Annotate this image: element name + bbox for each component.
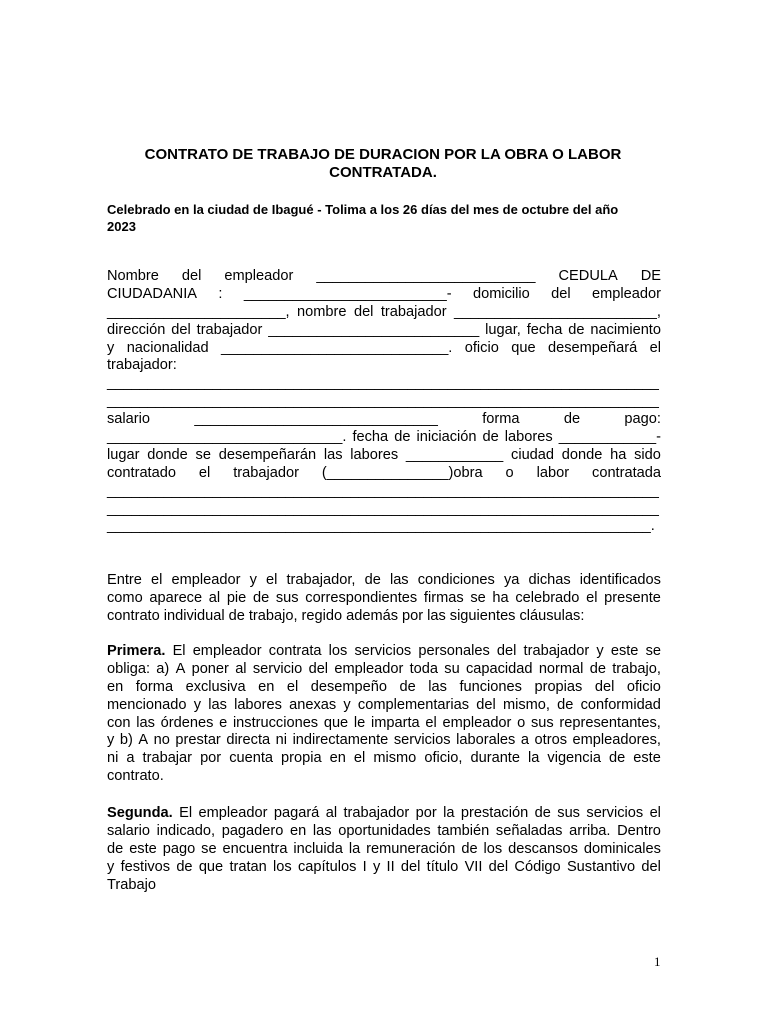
paragraph-word: las (427, 607, 446, 624)
form-word: las (323, 446, 343, 463)
paragraph-word: instrucciones (232, 714, 319, 731)
paragraph-word: durante (470, 750, 520, 767)
paragraph-word: que (198, 858, 224, 875)
paragraph-word: las (389, 572, 409, 588)
paragraph-word: además (346, 607, 399, 624)
form-word: CIUDADANIA (107, 285, 198, 302)
paragraph-word: del (400, 858, 421, 875)
paragraph-word: prestación (460, 805, 529, 821)
paragraph-line (107, 643, 661, 661)
paragraph-word: este (633, 750, 661, 767)
document-subtitle (107, 201, 667, 235)
paragraph-word: contrata (268, 643, 322, 659)
form-line (107, 357, 661, 375)
form-word: trabajador: (107, 357, 177, 374)
form-word: el (649, 339, 661, 356)
paragraph-word: sus (557, 805, 580, 821)
paragraph-word: b) (119, 732, 133, 749)
paragraph-word: funciones (459, 678, 522, 695)
form-word: Nombre (107, 268, 159, 284)
form-word: de (568, 321, 585, 338)
paragraph-word: empleadores, (572, 732, 661, 749)
paragraph-word: del (488, 858, 509, 875)
paragraph-word: el (266, 572, 278, 588)
title-line-2: CONTRATADA. (329, 164, 437, 181)
paragraph-word: obliga: (107, 660, 151, 677)
paragraph-word: y (343, 696, 351, 713)
clause-heading: Segunda. (107, 805, 173, 821)
paragraph-word: forma (135, 678, 174, 695)
clause-primera (107, 643, 661, 786)
paragraph-word: mismo, (502, 696, 550, 713)
paragraph-word: las (312, 822, 332, 839)
page-number: 1 (654, 954, 661, 969)
paragraph-word: las (136, 714, 155, 731)
clause-heading: Primera. (107, 643, 166, 659)
paragraph-word: identificados (579, 572, 661, 588)
paragraph-word: de (589, 660, 606, 677)
paragraph-word: cuenta (229, 750, 274, 767)
form-word: pago: (624, 411, 661, 428)
paragraph-word: la (443, 805, 455, 821)
paragraph-word: del (476, 696, 496, 713)
form-word: ____________ (405, 446, 504, 463)
paragraph-word: el (425, 714, 437, 731)
paragraph-word: pie (226, 589, 247, 606)
paragraph-word: en (258, 678, 275, 695)
paragraph-word: pagará (273, 805, 320, 821)
form-word: o (505, 464, 514, 481)
paragraph-word: o (517, 714, 526, 731)
paragraph-word: de (107, 840, 124, 857)
paragraph-word: indicado, (156, 822, 216, 839)
paragraph-word: encuentra (222, 840, 288, 857)
form-word: del (181, 268, 202, 284)
clause-segunda (107, 805, 661, 894)
paragraph-word: que (323, 714, 349, 731)
paragraph-line (107, 608, 661, 626)
paragraph-word: trabajo, (612, 660, 661, 677)
paragraph-word: condiciones (417, 572, 495, 588)
paragraph-word: del (308, 660, 329, 677)
paragraph-word: empleador (442, 714, 512, 731)
paragraph-word: no (153, 732, 170, 749)
form-word: ha (610, 446, 627, 463)
paragraph-word: los (273, 858, 292, 875)
paragraph-line (107, 877, 661, 895)
paragraph-word: contrato. (107, 768, 164, 785)
paragraph-word: con (107, 714, 131, 731)
paragraph-word: de (252, 589, 270, 606)
paragraph-word: de (534, 805, 551, 821)
form-word: sido (634, 446, 661, 463)
paragraph-line (107, 590, 661, 608)
paragraph-word: el (353, 750, 366, 767)
paragraph-word: anexas (289, 696, 337, 713)
paragraph-word: la (348, 840, 361, 857)
paragraph-word: trabajador, (286, 572, 356, 588)
paragraph-word: la (528, 750, 540, 767)
form-word: ____________________________________________________________________ (107, 500, 659, 517)
paragraph-word: pagadero (221, 822, 284, 839)
paragraph-word: servicio (252, 660, 303, 677)
form-line (107, 286, 661, 304)
paragraph-word: capítulos (297, 858, 357, 875)
paragraph-word: mencionado (107, 696, 187, 713)
paragraph-word: conformidad (580, 696, 661, 713)
paragraph-word: capacidad (465, 660, 533, 677)
form-word: labores (504, 429, 553, 446)
paragraph-word: del (641, 858, 661, 875)
paragraph-word: VII (464, 858, 483, 875)
paragraph-word: dichas (528, 572, 571, 588)
paragraph-line (107, 679, 661, 697)
form-word: fecha (352, 429, 389, 446)
paragraph-word: y (372, 858, 381, 875)
paragraph-word: A (138, 732, 149, 749)
paragraph-word: trabajo, (248, 607, 298, 624)
paragraph-word: por (415, 805, 437, 821)
paragraph-word: servicios (586, 805, 644, 821)
paragraph-word: empleador (334, 660, 404, 677)
form-word: nacimiento (590, 321, 661, 338)
form-word: donde (561, 446, 603, 463)
paragraph-word: y (249, 572, 257, 588)
paragraph-word: tratan (229, 858, 267, 875)
paragraph-word: las (428, 678, 447, 695)
form-word: de (563, 411, 581, 428)
form-word: labor (536, 464, 570, 481)
paragraph-word: ni (107, 750, 119, 767)
form-line (107, 375, 661, 393)
form-word: trabajador (233, 464, 299, 481)
paragraph-word: de (399, 678, 416, 695)
paragraph-word: del (496, 643, 517, 659)
paragraph-word: a (126, 750, 135, 767)
form-word: que (511, 339, 536, 356)
paragraph-word: ya (503, 572, 520, 588)
paragraph-word: complementarias (357, 696, 470, 713)
paragraph-word: salario (107, 822, 150, 839)
paragraph-word: labores (234, 696, 282, 713)
paragraph-word: festivos (120, 858, 171, 875)
paragraph-word: A (175, 660, 186, 677)
form-word: de (394, 429, 411, 446)
form-word: dirección (107, 321, 166, 338)
paragraph-word: dominicales (583, 840, 661, 857)
paragraph-word: I (362, 858, 367, 875)
paragraph-word: ni (275, 732, 288, 749)
subtitle-line-1: Celebrado en la ciudad de Ibagué - Tolima a los 26 días del mes de octubre del año (107, 202, 619, 217)
paragraph-word: se (201, 840, 217, 857)
paragraph-word: y (193, 696, 202, 713)
paragraph-word: oficio (626, 678, 661, 695)
paragraph-word: incluida (293, 840, 343, 857)
paragraph-word: el (586, 589, 598, 606)
form-word: (_______________)obra (321, 464, 483, 481)
paragraph-word: e (219, 714, 228, 731)
form-word: trabajador (196, 321, 263, 338)
form-word: iniciación (416, 429, 477, 446)
form-word: ____________________________. (221, 339, 453, 356)
form-word: __________________________ (268, 321, 480, 338)
paragraph-word: se (645, 643, 661, 659)
form-word: _________________________, (454, 303, 661, 320)
paragraph-word: propia (281, 750, 322, 767)
paragraph-word: sus (530, 714, 554, 731)
paragraph-word: de (364, 572, 381, 588)
form-word: nacionalidad (126, 339, 209, 356)
form-word: del (171, 321, 191, 338)
subtitle-line-2: 2023 (107, 219, 136, 234)
paragraph-word: en (329, 750, 346, 767)
paragraph-word: Dentro (617, 822, 661, 839)
paragraph-word: trabajador (343, 805, 410, 821)
form-word: ______________________________ (194, 411, 438, 428)
paragraph-word: presente (604, 589, 661, 606)
paragraph-word: el (151, 572, 163, 588)
paragraph-word: le (353, 714, 366, 731)
paragraph-word: y (596, 643, 604, 659)
paragraph-word: en (290, 822, 307, 839)
form-line (107, 447, 661, 465)
paragraph-word: desempeño (310, 678, 388, 695)
paragraph-word: servicios (354, 643, 412, 659)
paragraph-word: descansos (508, 840, 578, 857)
form-word: desempeñarán (218, 446, 317, 463)
paragraph-word: cláusulas: (519, 607, 585, 624)
paragraph-word: a (520, 732, 530, 749)
form-word: salario (107, 411, 150, 428)
form-word: contratado (107, 464, 176, 481)
paragraph-line (107, 750, 661, 768)
paragraph-word: de (176, 858, 193, 875)
paragraph-word: representantes, (559, 714, 661, 731)
paragraph-line (107, 572, 661, 590)
paragraph-word: oportunidades (338, 822, 431, 839)
paragraph-line (107, 768, 661, 786)
form-word: trabajador (380, 303, 447, 320)
paragraph-word: de (461, 840, 478, 857)
paragraph-word: vigencia (547, 750, 601, 767)
form-word: forma (482, 411, 520, 428)
paragraph-word: por (402, 607, 424, 624)
paragraph-word: título (426, 858, 459, 875)
paragraph-word: celebrado (515, 589, 580, 606)
paragraph-word: de (557, 696, 574, 713)
paragraph-word: trabajador (523, 643, 590, 659)
paragraph-word: ha (492, 589, 509, 606)
paragraph-word: contrato (107, 607, 160, 624)
form-line (107, 465, 661, 483)
paragraph-word: al (235, 660, 247, 677)
paragraph-word: los (483, 840, 503, 857)
paragraph-word: poner (191, 660, 229, 677)
paragraph-word: trabajar (142, 750, 193, 767)
form-word: ciudad (511, 446, 555, 463)
form-line (107, 393, 661, 411)
form-word: ___________________________________________________________________. (107, 518, 655, 535)
paragraph-word: a) (156, 660, 170, 677)
form-word: ___________________________ (316, 268, 536, 284)
paragraph-word: mismo (373, 750, 417, 767)
paragraph-word: al (325, 805, 338, 821)
form-line (107, 304, 661, 322)
paragraph-word: las (208, 696, 227, 713)
title-line-1: CONTRATO DE TRABAJO DE DURACION POR LA OBRA O LABOR (144, 146, 622, 163)
paragraph-word: siguientes (449, 607, 516, 624)
paragraph-line (107, 697, 661, 715)
paragraph-line (107, 732, 661, 750)
paragraph-word: el (649, 805, 661, 821)
form-word: ____________________________________________________________________ (107, 482, 659, 499)
paragraph-word: otros (534, 732, 567, 749)
form-line (107, 411, 661, 429)
form-word: desempeñará (547, 339, 638, 356)
paragraph-word: correspondientes (305, 589, 418, 606)
document-title (100, 146, 666, 182)
paragraph-word: en (107, 678, 124, 695)
paragraph-word: exclusiva (185, 678, 246, 695)
form-word: del (551, 285, 571, 302)
form-line (107, 429, 661, 447)
form-word: el (198, 464, 211, 481)
paragraph-word: pago (162, 840, 196, 857)
paragraph-word: empleador (192, 643, 262, 659)
paragraph-word: señaladas (495, 822, 563, 839)
paragraph-word: este (129, 840, 157, 857)
paragraph-word: Código (514, 858, 561, 875)
form-word: CEDULA (558, 268, 618, 284)
paragraph-word: los (328, 643, 348, 659)
form-word: DE (640, 268, 661, 284)
paragraph-word: servicios (393, 732, 451, 749)
paragraph-word: firmas (423, 589, 464, 606)
form-word: del (353, 303, 374, 320)
contract-form-fields (107, 268, 661, 536)
form-line (107, 501, 661, 519)
form-word: _________________________- (243, 285, 452, 302)
form-word: _____________________________. (107, 429, 347, 446)
paragraph-word: y (107, 858, 115, 875)
paragraph-word: toda (409, 660, 438, 677)
paragraph-word: por (200, 750, 222, 767)
form-word: domicilio (472, 285, 530, 302)
paragraph-word: Sustantivo (566, 858, 636, 875)
paragraph-word: El (179, 805, 193, 821)
form-word: se (195, 446, 211, 463)
form-word: de (482, 429, 499, 446)
paragraph-word: II (386, 858, 395, 875)
paragraph-word: este (610, 643, 639, 659)
paragraph-line (107, 823, 661, 841)
form-word: lugar (107, 446, 140, 463)
paragraph-word: como (107, 589, 143, 606)
form-word: : (218, 285, 223, 302)
form-word: donde (147, 446, 188, 463)
form-word: lugar, (485, 321, 521, 338)
paragraph-word: prestar (175, 732, 221, 749)
paragraph-line (107, 715, 661, 733)
form-word: fecha (526, 321, 563, 338)
paragraph-word: órdenes (160, 714, 214, 731)
paragraph-word: de (228, 607, 245, 624)
paragraph-word: personales (418, 643, 490, 659)
form-line (107, 322, 661, 340)
form-word: ____________________________________________________________________ (107, 393, 659, 410)
paragraph-word: indirectamente (292, 732, 389, 749)
form-word: oficio (464, 339, 499, 356)
form-word: nombre (297, 303, 347, 320)
paragraph-word: de (608, 750, 626, 767)
paragraph-word: arriba. (569, 822, 611, 839)
paragraph-line (107, 859, 661, 877)
form-line (107, 268, 661, 286)
form-line (107, 483, 661, 501)
paragraph-word: oficio, (424, 750, 463, 767)
form-word: y (107, 339, 115, 356)
paragraph-word: imparta (370, 714, 420, 731)
form-line (107, 518, 661, 536)
paragraph-word: se (470, 589, 486, 606)
paragraph-word: empleador (198, 805, 268, 821)
paragraph-word: Trabajo (107, 876, 156, 893)
paragraph-word: el (286, 678, 299, 695)
paragraph-line (107, 661, 661, 679)
paragraph-word: también (437, 822, 490, 839)
paragraph-word: su (444, 660, 460, 677)
paragraph-word: aparece (149, 589, 203, 606)
form-word: empleador (224, 268, 294, 284)
paragraph-word: y (107, 732, 115, 749)
paragraph-word: El (172, 643, 186, 659)
paragraph-word: sus (275, 589, 299, 606)
paragraph-word: remuneración (366, 840, 456, 857)
form-word: labores (350, 446, 399, 463)
paragraph-word: propias (534, 678, 583, 695)
paragraph-line (107, 841, 661, 859)
paragraph-word: laborales (456, 732, 516, 749)
paragraph-line (107, 805, 661, 823)
intro-paragraph (107, 572, 661, 626)
form-word: ______________________, (107, 303, 290, 320)
form-word: ____________- (558, 429, 661, 446)
paragraph-word: individual (163, 607, 225, 624)
paragraph-word: al (208, 589, 221, 606)
paragraph-word: Entre (107, 572, 142, 588)
paragraph-word: directa (226, 732, 271, 749)
form-word: contratada (592, 464, 661, 481)
paragraph-word: empleador (171, 572, 241, 588)
paragraph-word: regido (301, 607, 343, 624)
form-word: ____________________________________________________________________ (107, 375, 659, 392)
paragraph-word: del (594, 678, 615, 695)
paragraph-word: normal (538, 660, 584, 677)
form-line (107, 340, 661, 358)
form-word: empleador (592, 285, 661, 302)
